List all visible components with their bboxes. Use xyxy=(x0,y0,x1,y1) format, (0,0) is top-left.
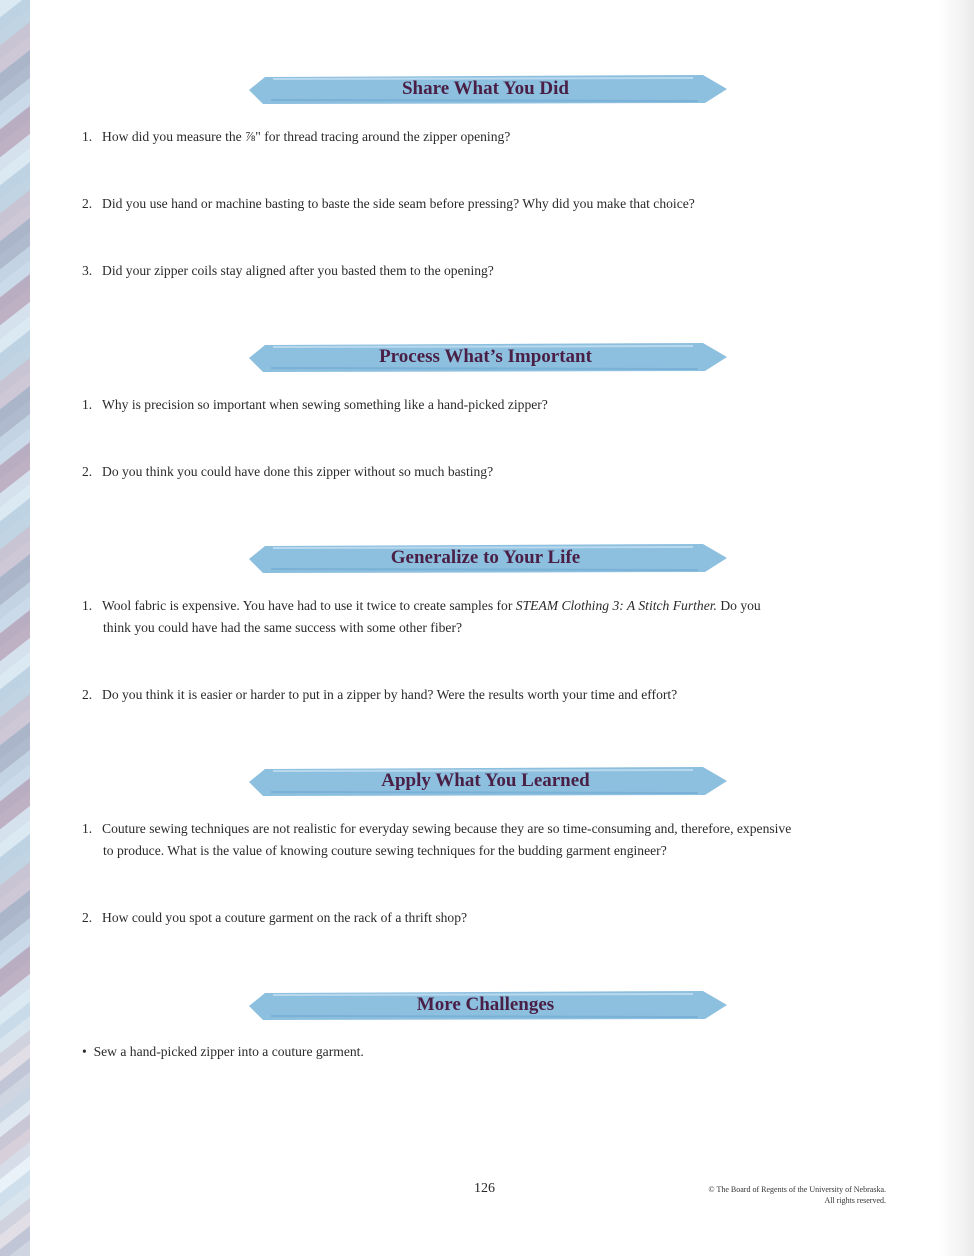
page-number: 126 xyxy=(474,1181,495,1196)
question-item: 1. Couture sewing techniques are not realistic for everyday sewing because they are so time-consuming and, therefore, expensive to produce. What is the value of knowing couture sewing techniques for the budding garment engineer? xyxy=(82,821,792,858)
book-title: STEAM Clothing 3: A Stitch Further. xyxy=(515,598,717,613)
bullet-item: • Sew a hand-picked zipper into a couture garment. xyxy=(82,1044,364,1059)
section-banner-challenges xyxy=(243,987,728,1023)
question-item: 2. Did you use hand or machine basting to baste the side seam before pressing? Why did you make that choice? xyxy=(82,196,695,211)
section-title: Generalize to Your Life xyxy=(390,547,581,568)
page-edge-shadow xyxy=(938,0,974,1256)
decorative-edge-strip xyxy=(0,0,40,1256)
question-item: 3. Did your zipper coils stay aligned after you basted them to the opening? xyxy=(82,263,494,278)
section-title: Apply What You Learned xyxy=(381,770,590,791)
section-title: Share What You Did xyxy=(401,78,569,99)
section-title: More Challenges xyxy=(416,994,555,1015)
section-banner-share xyxy=(243,71,728,107)
question-item: 1. How did you measure the ⅞" for thread tracing around the zipper opening? xyxy=(82,129,511,144)
question-item: 1. Why is precision so important when sewing something like a hand-picked zipper? xyxy=(82,397,548,412)
copyright-notice: © The Board of Regents of the University of Nebraska. All rights reserved. xyxy=(708,1185,886,1205)
section-banner-generalize xyxy=(243,540,728,576)
question-item: 2. How could you spot a couture garment on the rack of a thrift shop? xyxy=(82,910,468,925)
section-title: Process What’s Important xyxy=(379,346,592,367)
bullet-dot: • xyxy=(82,1044,94,1059)
question-item: 2. Do you think it is easier or harder to put in a zipper by hand? Were the results worth your time and effort? xyxy=(82,687,678,702)
question-item: 2. Do you think you could have done this zipper without so much basting? xyxy=(82,464,494,479)
section-banner-apply xyxy=(243,763,728,799)
section-banner-process xyxy=(243,339,728,375)
question-item: 1. Wool fabric is expensive. You have had to use it twice to create samples for STEAM Clothing 3: A Stitch Further. Do you think you could have had the same success with some other fiber? xyxy=(82,598,761,635)
